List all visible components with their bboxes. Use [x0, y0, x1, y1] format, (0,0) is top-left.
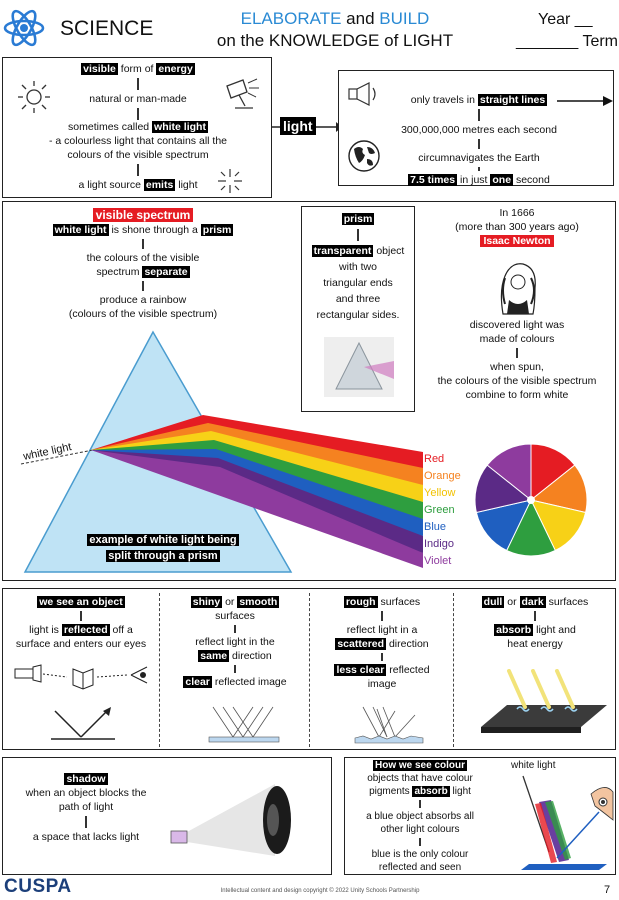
hl-absorb-2: absorb	[414, 786, 448, 797]
rough-reflection-diagram	[349, 705, 429, 745]
prism-definition-text	[302, 211, 414, 323]
connector-line	[419, 800, 421, 808]
hl-straight-lines: straight lines	[479, 94, 546, 106]
colour-diagram	[499, 772, 615, 874]
spectrum-text	[23, 208, 263, 321]
text-shone-through: is shone through a	[108, 224, 201, 236]
white-light-desc	[3, 120, 273, 192]
text-or-2: or	[504, 596, 520, 608]
colour-labels	[424, 451, 461, 570]
text-form-of: form of	[117, 63, 157, 75]
see-object-title: we see an object	[39, 596, 123, 608]
newton-spun: when spun,	[490, 361, 544, 373]
text-direction-2: direction	[386, 638, 429, 650]
hl-scattered: scattered	[337, 638, 385, 650]
text-object: object	[373, 245, 405, 257]
hl-reflected: reflected	[63, 624, 108, 636]
connector-line	[478, 139, 480, 149]
smooth-surface-text	[163, 595, 307, 689]
newton-discovered: discovered light was	[469, 319, 565, 331]
colour-reflected-seen: reflected and seen	[378, 862, 462, 873]
shadow-diagram	[169, 770, 319, 866]
colour-objects: objects that have colour	[367, 773, 473, 784]
visible-spectrum-title: visible spectrum	[93, 208, 194, 222]
text-reflected: reflected	[386, 664, 430, 676]
prism-definition-box	[301, 206, 415, 412]
newton-info	[421, 206, 613, 248]
prism-caption	[73, 532, 253, 564]
newton-name: Isaac Newton	[480, 235, 553, 247]
prism-photo	[324, 337, 394, 397]
smooth-reflection-diagram	[203, 705, 283, 745]
speaker-lamp-icon	[347, 81, 379, 107]
hl-transparent: transparent	[313, 245, 372, 257]
page-title	[190, 8, 480, 52]
hl-smooth: smooth	[239, 596, 278, 608]
colour-wheel	[473, 442, 589, 558]
colour-blue-absorbs: a blue object absorbs all	[366, 811, 474, 822]
shadow-text	[3, 772, 169, 844]
year-field[interactable]: Year __	[538, 11, 593, 28]
hl-prism: prism	[202, 224, 232, 236]
text-rainbow: produce a rainbow	[99, 294, 187, 306]
text-and-three: and three	[335, 293, 381, 305]
connector-line	[142, 281, 144, 291]
light-travel-box	[338, 70, 614, 186]
shadow-box	[2, 757, 332, 875]
cuspa-logo	[4, 876, 72, 898]
hl-rough: rough	[345, 596, 376, 608]
dull-surface-text	[455, 595, 615, 651]
travel-text	[379, 93, 579, 187]
title-word-build: BUILD	[379, 9, 430, 28]
text-colourless: - a colourless light that contains all the	[48, 135, 227, 147]
label-red: Red	[424, 453, 445, 465]
text-speed: 300,000,000 metres each second	[401, 124, 557, 136]
connector-line	[357, 229, 359, 241]
colour-box	[344, 757, 616, 875]
hl-less-clear: less clear	[336, 664, 385, 676]
text-light-and: light and	[533, 624, 576, 636]
connector-line	[137, 108, 139, 120]
text-surfaces: surfaces	[215, 610, 255, 622]
text-enters-eyes: surface and enters our eyes	[15, 638, 147, 650]
reflection-section	[2, 588, 616, 750]
text-light-2: light	[449, 786, 471, 797]
colour-other: other light colours	[380, 824, 460, 835]
connector-line	[137, 164, 139, 176]
light-properties-section	[2, 57, 616, 199]
label-orange: Orange	[424, 470, 461, 482]
hl-7-5-times: 7.5 times	[410, 174, 456, 186]
torch-icon	[15, 665, 41, 682]
text-rainbow-sub: (colours of the visible spectrum)	[68, 308, 218, 320]
absorb-diagram	[477, 669, 611, 739]
text-in-just: in just	[457, 174, 491, 186]
hl-shiny: shiny	[192, 596, 221, 608]
eye-icon-2	[591, 787, 613, 820]
newton-white: combine to form white	[465, 389, 569, 401]
connector-line	[137, 78, 139, 90]
divider	[309, 593, 310, 747]
shadow-title: shadow	[66, 773, 106, 785]
copyright: Intellectual content and design copyright © 2022 Unity Schools Partnership	[220, 888, 420, 894]
divider	[159, 593, 160, 747]
connector-line	[534, 611, 536, 621]
hl-same: same	[200, 650, 228, 662]
hl-dark: dark	[521, 596, 544, 608]
title-word-and: and	[346, 9, 375, 28]
cuspa-logo-text: CUSPA	[4, 876, 72, 897]
connector-line	[478, 167, 480, 171]
shadow-blocks: when an object blocks the	[25, 787, 147, 799]
text-with-two: with two	[339, 261, 377, 273]
newton-ago: (more than 300 years ago)	[455, 221, 579, 233]
white-light-label: white light	[22, 441, 73, 463]
rough-surface-text	[313, 595, 451, 691]
text-light-is: light is	[29, 624, 62, 636]
atom-logo-icon	[2, 6, 46, 50]
text-surfaces-dull: surfaces	[545, 596, 589, 608]
colour-text	[345, 759, 495, 874]
colour-title: How we see colour	[374, 760, 466, 771]
caption-line2: split through a prism	[108, 550, 218, 562]
connector-line	[381, 611, 383, 621]
label-yellow: Yellow	[424, 487, 456, 499]
eye-icon	[131, 667, 147, 683]
text-second: second	[513, 174, 550, 186]
connector-line	[381, 653, 383, 661]
text-or: or	[222, 596, 238, 608]
newton-colours: the colours of the visible spectrum	[437, 375, 597, 387]
text-surfaces-rough: surfaces	[377, 596, 421, 608]
light-definition-text	[43, 62, 233, 122]
label-blue: Blue	[424, 521, 447, 533]
hl-emits: emits	[145, 179, 174, 191]
text-direction: direction	[229, 650, 272, 662]
reflection-diagram	[11, 663, 159, 743]
newton-discovery	[421, 318, 613, 402]
hl-visible: visible	[83, 63, 116, 75]
text-reflect-light: reflect light in the	[195, 636, 275, 648]
hl-clear: clear	[185, 676, 210, 688]
text-triangular: triangular ends	[323, 277, 393, 289]
label-violet: Violet	[424, 555, 452, 567]
connector-line	[85, 816, 87, 828]
light-label: light	[280, 117, 316, 135]
hl-absorb: absorb	[496, 624, 532, 636]
label-indigo: Indigo	[424, 538, 454, 550]
shadow-lacks: a space that lacks light	[32, 831, 140, 843]
text-image: image	[367, 678, 397, 690]
light-definition-box	[2, 57, 272, 198]
newton-year: In 1666	[499, 207, 535, 219]
text-spectrum: spectrum	[96, 266, 143, 278]
subject-title: SCIENCE	[60, 17, 154, 40]
text-sometimes: sometimes called	[68, 121, 153, 133]
connector-line	[142, 239, 144, 249]
see-object-text	[5, 595, 157, 651]
text-only-travels: only travels in	[410, 94, 478, 106]
text-natural: natural or man-made	[89, 93, 187, 105]
divider	[453, 593, 454, 747]
text-light: light	[175, 179, 198, 191]
text-reflect-in-a: reflect light in a	[346, 624, 418, 636]
connector-line	[234, 665, 236, 673]
text-colours: colours of the visible spectrum	[67, 149, 209, 161]
newton-portrait	[495, 260, 541, 316]
text-off-a: off a	[109, 624, 133, 636]
globe-icon	[347, 139, 381, 173]
connector-line	[80, 611, 82, 621]
text-reflected-image: reflected image	[211, 676, 287, 688]
hl-white-light-2: white light	[54, 224, 107, 236]
hl-energy: energy	[158, 63, 193, 75]
text-circumnavigates: circumnavigates the Earth	[418, 152, 540, 164]
title-line2: on the KNOWLEDGE of LIGHT	[216, 31, 454, 50]
connector-line	[516, 348, 518, 358]
hl-white-light: white light	[154, 121, 206, 133]
term-field[interactable]: _______ Term	[516, 33, 618, 50]
connector-line	[419, 838, 421, 846]
visible-spectrum-section	[2, 201, 616, 581]
shadow-path: path of light	[58, 801, 114, 813]
colour-white-light-label: white light	[511, 760, 556, 771]
colour-blue-only: blue is the only colour	[371, 849, 469, 860]
label-green: Green	[424, 504, 455, 516]
text-rectangular: rectangular sides.	[316, 309, 400, 321]
text-colours-of: the colours of the visible	[86, 252, 200, 264]
connector-line	[234, 625, 236, 633]
hl-separate: separate	[144, 266, 188, 278]
hl-one: one	[492, 174, 512, 186]
caption-line1: example of white light being	[89, 534, 237, 546]
title-word-elaborate: ELABORATE	[240, 9, 342, 28]
page-number: 7	[604, 884, 611, 896]
hl-dull: dull	[483, 596, 503, 608]
text-heat-energy: heat energy	[507, 638, 563, 650]
book-icon	[73, 669, 93, 689]
prism-title: prism	[343, 213, 373, 225]
connector-line	[478, 109, 480, 121]
text-light-source: a light source	[78, 179, 144, 191]
newton-made-of: made of colours	[479, 333, 555, 345]
text-pigments: pigments	[369, 786, 413, 797]
